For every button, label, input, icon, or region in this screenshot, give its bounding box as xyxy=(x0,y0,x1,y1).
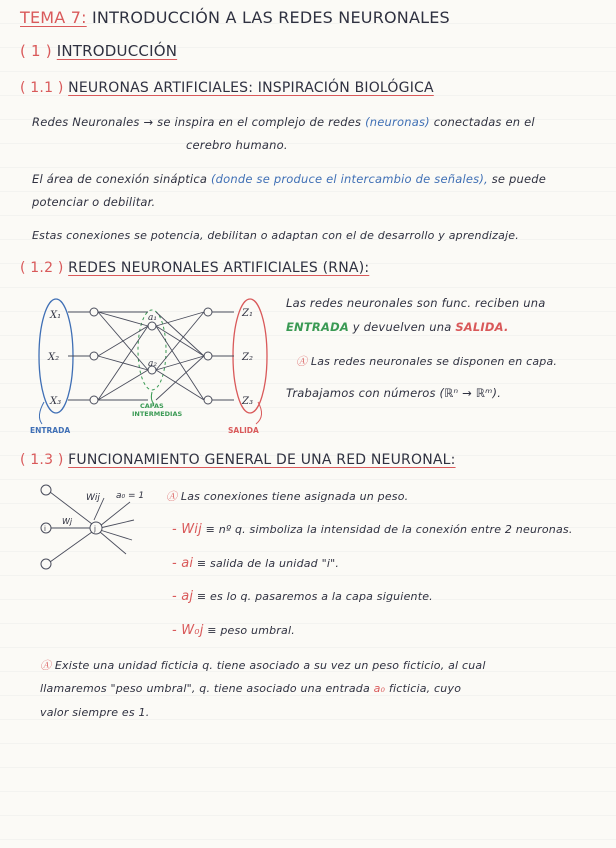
bullet-1 xyxy=(166,488,408,504)
bullet-3 xyxy=(172,556,339,571)
bullet-3-symbol: - ai xyxy=(172,556,194,571)
p2-text-a: El área de conexión sináptica xyxy=(32,172,208,186)
rna-diagram xyxy=(28,290,278,440)
section-1-2-number: ( 1.2 ) xyxy=(20,260,64,276)
label-wj: Wj xyxy=(62,517,73,526)
section-1-3-number: ( 1.3 ) xyxy=(20,452,64,468)
section-1-3-heading xyxy=(20,452,456,468)
note-line-1-text: Existe una unidad ficticia q. tiene asociado a su vez un peso ficticio, al cual xyxy=(54,659,486,672)
bullet-5-symbol: - W₀j xyxy=(172,623,204,638)
note-line-1 xyxy=(40,657,486,673)
paragraph-1-line-2: cerebro humano. xyxy=(186,138,288,152)
paragraph-3: Estas conexiones se potencia, debilitan o adaptan con el de desarrollo y aprendizaje. xyxy=(32,229,519,242)
rna-text-1: Las redes neuronales son func. reciben una xyxy=(286,296,546,310)
label-h2: a₂ xyxy=(148,359,157,369)
bullet-4 xyxy=(172,589,433,604)
rna-text-3: Trabajamos con números (ℝⁿ → ℝᵐ). xyxy=(286,386,502,400)
bullet-2 xyxy=(172,522,573,537)
section-1-2-heading xyxy=(20,260,369,276)
label-x1: X₁ xyxy=(50,310,62,321)
rna-note xyxy=(296,353,557,369)
p1-text-a: Redes Neuronales → se inspira en el complejo de redes xyxy=(32,115,362,129)
section-1-1-heading xyxy=(20,80,434,96)
note-line-2-a0: a₀ xyxy=(373,682,386,695)
label-salida: SALIDA xyxy=(228,426,259,435)
rna-text-2 xyxy=(286,320,509,334)
bullet-2-symbol: - Wij xyxy=(172,522,202,537)
label-h1: a₁ xyxy=(148,313,157,323)
label-a0: a₀ = 1 xyxy=(116,491,145,501)
p2-text-c: se puede xyxy=(491,172,547,186)
section-1-number: ( 1 ) xyxy=(20,42,52,60)
label-j: j xyxy=(94,525,96,533)
p2-text-b: (donde se produce el intercambio de señales), xyxy=(210,172,488,186)
p1-text-b: (neuronas) xyxy=(365,115,430,129)
bullet-1-mark: Ⓐ xyxy=(166,490,178,503)
label-i: i xyxy=(44,525,46,533)
paragraph-2-line-2: potenciar o debilitar. xyxy=(32,195,156,209)
p1-text-c: conectadas en el xyxy=(433,115,535,129)
note-line-2-c: ficticia, cuyo xyxy=(388,682,462,695)
title-prefix: TEMA 7: xyxy=(20,8,87,27)
section-1-label: INTRODUCCIÓN xyxy=(56,42,178,60)
bullet-3-text: ≡ salida de la unidad "i". xyxy=(196,557,340,570)
bullet-4-symbol: - aj xyxy=(172,589,194,604)
bullet-2-text: ≡ nº q. simboliza la intensidad de la conexión entre 2 neuronas. xyxy=(205,523,573,536)
title-text: INTRODUCCIÓN A LAS REDES NEURONALES xyxy=(92,8,450,27)
label-z3: Z₃ xyxy=(242,396,253,407)
section-1-1-label: NEURONAS ARTIFICIALES: INSPIRACIÓN BIOLÓGICA xyxy=(68,80,434,96)
label-capas: CAPAS xyxy=(140,402,164,410)
section-1-3-label: FUNCIONAMIENTO GENERAL DE UNA RED NEURONAL: xyxy=(68,452,456,468)
label-z1: Z₁ xyxy=(242,308,253,319)
bullet-5-text: ≡ peso umbral. xyxy=(207,624,295,637)
label-wij: Wij xyxy=(86,493,100,503)
label-z2: Z₂ xyxy=(242,352,253,363)
label-x2: X₂ xyxy=(48,352,60,363)
note-line-3: valor siempre es 1. xyxy=(40,706,150,719)
page-title xyxy=(20,8,450,27)
paragraph-1-line-1 xyxy=(32,115,535,129)
entrada-word: ENTRADA xyxy=(286,320,349,334)
rna-text-2-mid: y devuelven una xyxy=(352,320,452,334)
bullet-1-text: Las conexiones tiene asignada un peso. xyxy=(180,490,409,503)
section-1-heading xyxy=(20,42,177,60)
label-x3: X₃ xyxy=(50,396,62,407)
bullet-4-text: ≡ es lo q. pasaremos a la capa siguiente. xyxy=(196,590,433,603)
entrada-arrow xyxy=(39,402,44,424)
bullet-5 xyxy=(172,623,295,638)
section-1-2-label: REDES NEURONALES ARTIFICIALES (RNA): xyxy=(68,260,370,276)
note-mark: Ⓐ xyxy=(296,355,308,368)
note-line-2 xyxy=(40,682,461,695)
neuron-diagram xyxy=(34,480,164,572)
note-text: Las redes neuronales se disponen en capa. xyxy=(310,355,558,368)
salida-word: SALIDA. xyxy=(455,320,509,334)
label-entrada: ENTRADA xyxy=(30,426,71,435)
note-line-2-a: llamaremos "peso umbral", q. tiene asociado una entrada xyxy=(40,682,370,695)
note-line-1-mark: Ⓐ xyxy=(40,659,52,672)
section-1-1-number: ( 1.1 ) xyxy=(20,80,64,96)
paragraph-2-line-1 xyxy=(32,172,546,186)
label-intermedias: INTERMEDIAS xyxy=(132,410,183,418)
